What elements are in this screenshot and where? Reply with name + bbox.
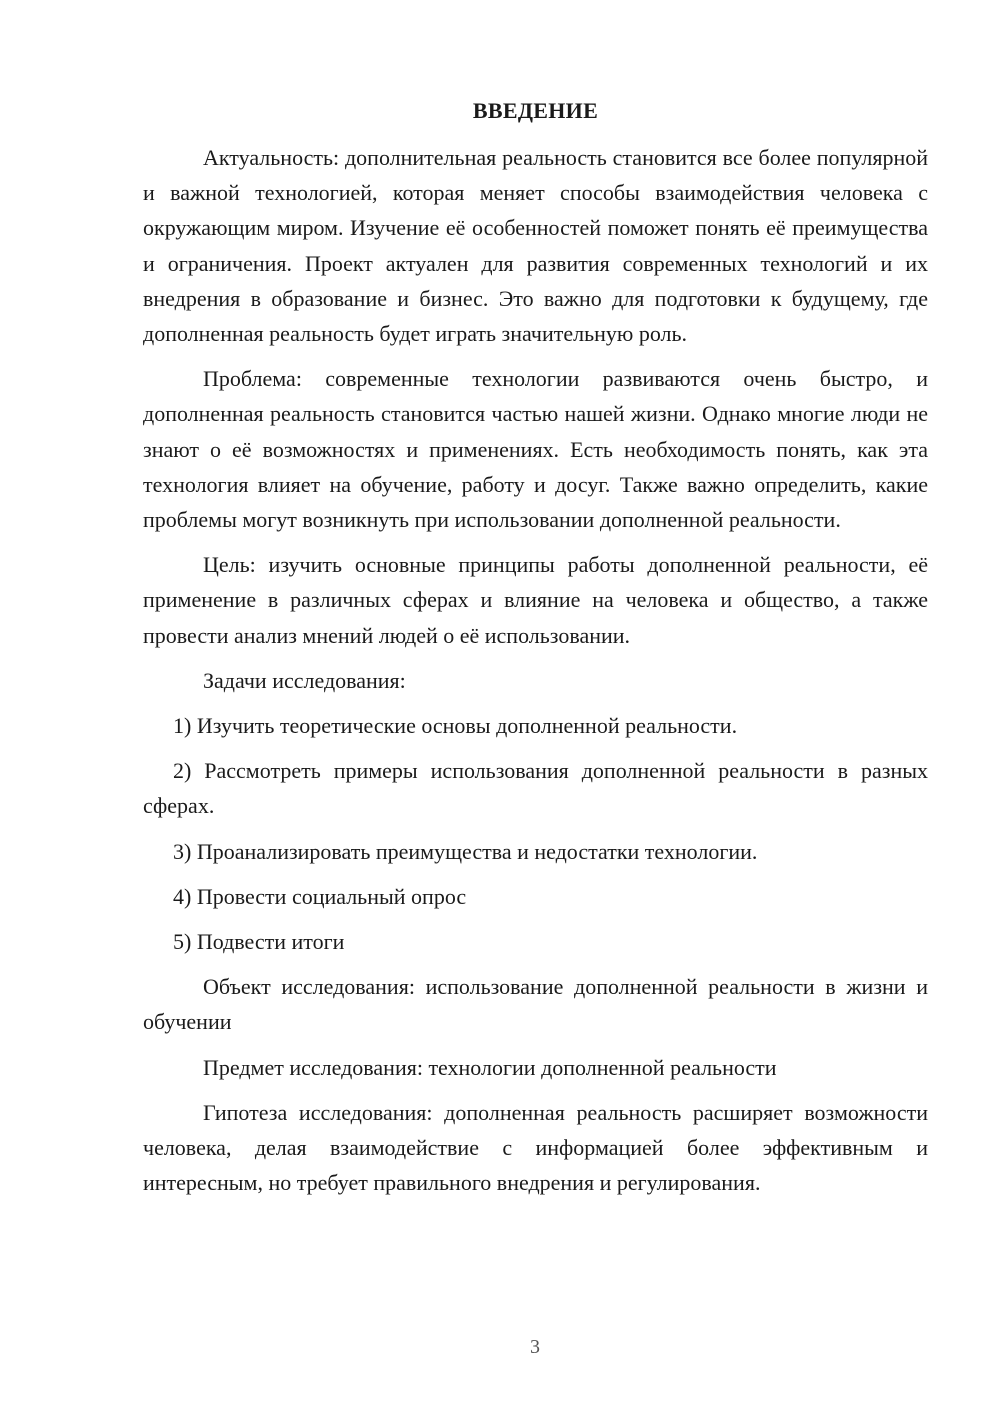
task-item-1: 1) Изучить теоретические основы дополненной реальности.: [173, 713, 738, 739]
paragraph-subject: Предмет исследования: технологии дополненной реальности: [203, 1054, 777, 1080]
page-number: 3: [530, 1336, 540, 1358]
task-item-4: 4) Провести социальный опрос: [173, 883, 467, 909]
task-item-3: 3) Проанализировать преимущества и недостатки технологии.: [173, 838, 758, 864]
task-item-2: 2) Рассмотреть примеры использования дополненной реальности в разных сферах.: [143, 758, 928, 819]
section-title: ВВЕДЕНИЕ: [472, 98, 599, 123]
paragraph-object: Объект исследования: использование дополненной реальности в жизни и обучении: [143, 974, 928, 1035]
document-page: [143, 96, 928, 1200]
paragraph-tasks-heading: Задачи исследования:: [203, 667, 406, 693]
task-item-5: 5) Подвести итоги: [173, 929, 345, 955]
paragraph-problem: Проблема: современные технологии развиваются очень быстро, и дополненная реальность становится частью нашей жизни. Однако многие люди не знают о её возможностях и применениях. Есть необходимость понять, как эта технология влияет на обучение, работу и досуг. Также важно определить, какие проблемы могут возникнуть при использовании дополненной реальности.: [143, 366, 928, 533]
paragraph-hypothesis: Гипотеза исследования: дополненная реальность расширяет возможности человека, делая взаимодействие с информацией более эффективным и интересным, но требует правильного внедрения и регулирования.: [143, 1099, 928, 1196]
paragraph-relevance: Актуальность: дополнительная реальность становится все более популярной и важной технологией, которая меняет способы взаимодействия человека с окружающим миром. Изучение её особенностей поможет понять её преимущества и ограничения. Проект актуален для развития современных технологий и их внедрения в образование и бизнес. Это важно для подготовки к будущему, где дополненная реальность будет играть значительную роль.: [143, 145, 928, 347]
paragraph-goal: Цель: изучить основные принципы работы дополненной реальности, её применение в различных сферах и влияние на человека и общество, а также провести анализ мнений людей о её использовании.: [143, 552, 928, 648]
